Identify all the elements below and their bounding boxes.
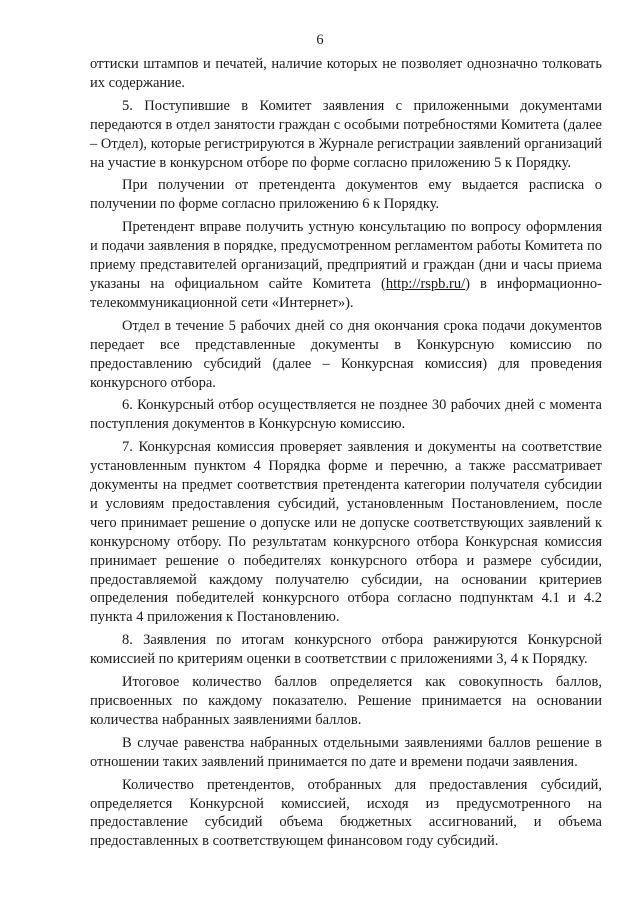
paragraph-tie-break: В случае равенства набранных отдельными заявлениями баллов решение в отношении таких заявлений принимается по дате и времени подачи заявления. [90, 734, 602, 770]
paragraph-continuation: оттиски штампов и печатей, наличие которых не позволяет однозначно толковать их содержание. [90, 56, 602, 91]
paragraph-applicant-count: Количество претендентов, отобранных для предоставления субсидий, определяется Конкурсной комиссией, исходя из предусмотренного на предоставление субсидий объема бюджетных ассигнований, и объема предоставленных в соответствующем финансовом году субсидий. [90, 776, 602, 850]
consultation-text-before: Претендент вправе получить устную консультацию по вопросу оформления и подачи заявления в порядке, предусмотренном регламентом работы Комитета по приему представителей организаций, предприятий и граждан (дни и часы приема указаны на официальном сайте Комитета ( [90, 219, 602, 292]
paragraph-item-6: 6. Конкурсный отбор осуществляется не позднее 30 рабочих дней с момента поступления документов в Конкурсную комиссию. [90, 397, 602, 433]
paragraph-department-transfer: Отдел в течение 5 рабочих дней со дня окончания срока подачи документов передает все представленные документы в Конкурсную комиссию по предоставлению субсидий (далее – Конкурсная комиссия) для проведения конкурсного отбора. [90, 317, 602, 391]
document-body [90, 55, 602, 855]
paragraph-receipt: При получении от претендента документов ему выдается расписка о получении по форме согласно приложению 6 к Порядку. [90, 177, 602, 213]
website-link[interactable]: http://rspb.ru/ [385, 275, 466, 292]
page-number: 6 [316, 32, 324, 48]
paragraph-item-8: 8. Заявления по итогам конкурсного отбора ранжируются Конкурсной комиссией по критериям оценки в соответствии с приложениями 3, 4 к Порядку. [90, 632, 602, 668]
paragraph-consultation [90, 218, 602, 313]
consultation-text-after: ) в информационно-телекоммуникационной сети «Интернет»). [90, 275, 602, 311]
paragraph-total-score: Итоговое количество баллов определяется как совокупность баллов, присвоенных по каждому показателю. Решение принимается на основании количества набранных заявлениями баллов. [90, 674, 602, 728]
paragraph-item-5: 5. Поступившие в Комитет заявления с приложенными документами передаются в отдел занятости граждан с особыми потребностями Комитета (далее – Отдел), которые регистрируются в Журнале регистрации заявлений организаций на участие в конкурсном отборе по форме согласно приложению 5 к Порядку. [90, 97, 602, 171]
paragraph-item-7: 7. Конкурсная комиссия проверяет заявления и документы на соответствие установленным пунктом 4 Порядка форме и перечню, а также рассматривает документы на предмет соответствия претендента категории получателя субсидии и условиям предоставления субсидий, установленным Постановлением, после чего принимает решение о допуске или не допуске соответствующих заявлений к конкурсному отбору. По результатам конкурсного отбора Конкурсная комиссия принимает решение о победителях конкурсного отбора и размере субсидии, предоставляемой каждому получателю субсидии, на основании критериев определения победителей конкурсного отбора согласно подпунктам 4.1 и 4.2 пункта 4 приложения к Постановлению. [90, 439, 602, 626]
